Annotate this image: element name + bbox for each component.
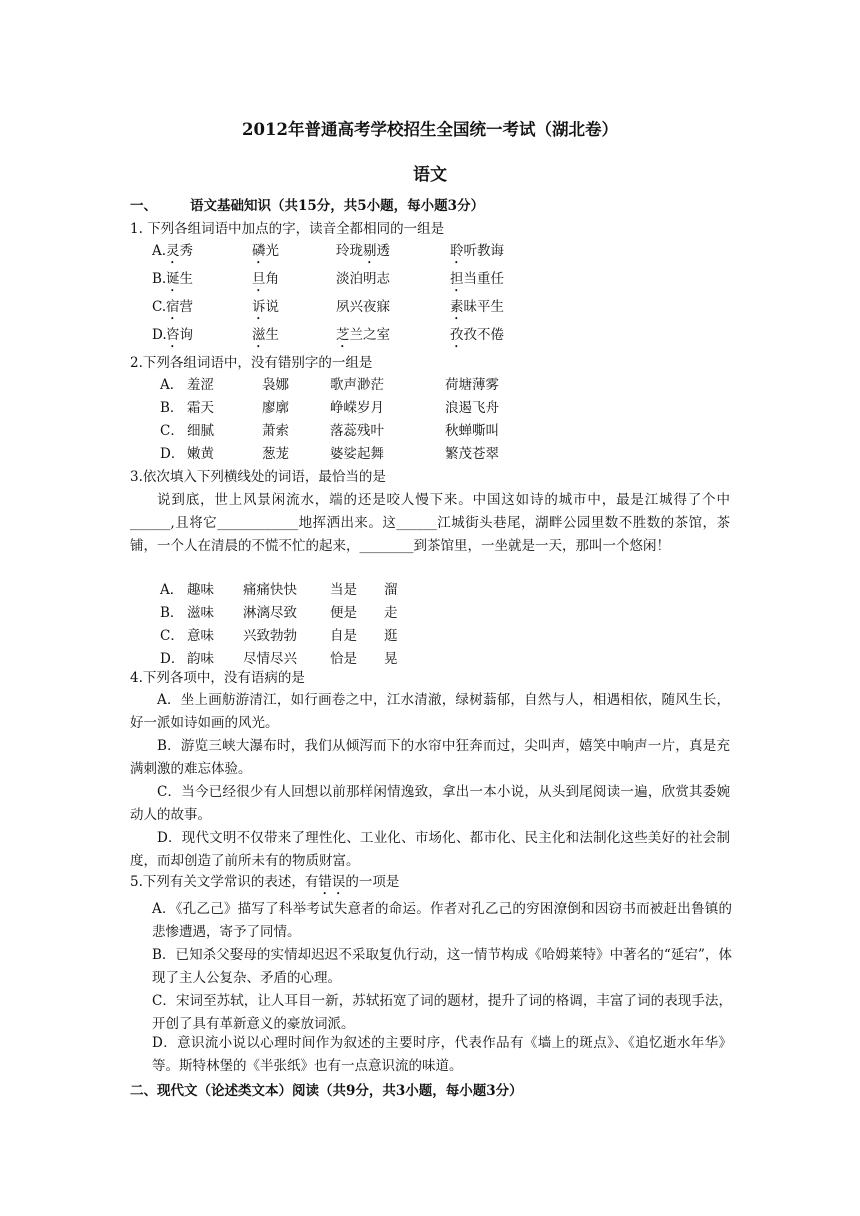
q4-option-a: A．坐上画舫游清江，如行画卷之中，江水清澈，绿树蓊郁，自然与人，相遇相依，随风生长，好一派如诗如画的风光。 [130,692,730,731]
dotted-char: 孜 [450,327,464,343]
dotted-char: 咨 [166,327,180,343]
dotted-char: 灵 [166,243,180,259]
dotted-char: 宿 [166,299,180,315]
q1-option-label: B. [152,271,167,287]
q5-stem: 5.下列有关文学常识的表述，有错误的一项是 [130,874,400,890]
q4-option-d: D．现代文明不仅带来了理性化、工业化、市场化、都市化、民主化和法制化这些美好的社会制度，而却创造了前所未有的物质财富。 [130,830,730,869]
dotted-char: 剔 [363,243,377,259]
section2-heading: 二、现代文（论述类文本）阅读（共9分，共3小题，每小题3分） [130,1083,523,1099]
dotted-char: 诉 [252,299,266,315]
dotted-char: 旦 [252,271,266,287]
q5-option-b: B．已知杀父娶母的实情却迟迟不采取复仇行动，这一情节构成《哈姆莱特》中著名的“延宕”，体现了主人公复杂、矛盾的心理。 [152,947,732,986]
q2-stem: 2.下列各组词语中，没有错别字的一组是 [130,355,373,371]
q3-stem: 3.依次填入下列横线处的词语，最恰当的是 [130,469,386,485]
q4-option-b: B．游览三峡大瀑布时，我们从倾泻而下的水帘中狂奔而过，尖叫声，嬉笑中响声一片，真是充满刺激的难忘体验。 [130,738,730,777]
section1-number: 一、 [130,198,157,214]
dotted-emphasis: 错误 [318,874,346,890]
section1-heading: 语文基础知识（共15分，共5小题，每小题3分） [190,198,485,214]
q1-option-label: D. [152,327,167,343]
dotted-char: 担 [450,271,464,287]
subject-title: 语文 [413,165,447,185]
dotted-char: 磷 [252,243,266,259]
exam-title: 2012年普通高考学校招生全国统一考试（湖北卷） [242,120,618,139]
q4-stem: 4.下列各项中，没有语病的是 [130,670,305,686]
dotted-char: 芝 [336,327,350,343]
q4-option-c: C．当今已经很少有人回想以前那样闲情逸致，拿出一本小说，从头到尾阅读一遍，欣赏其委婉动人的故事。 [130,784,730,823]
dotted-char: 滋 [252,327,266,343]
dotted-char: 诞 [166,271,180,287]
dotted-char: 素 [450,299,464,315]
q5-option-c: C．宋词至苏轼，让人耳目一新，苏轼拓宽了词的题材，提升了词的格调，丰富了词的表现手法，开创了具有革新意义的豪放词派。 [152,993,732,1032]
q1-stem: 1. 下列各组词语中加点的字，读音全都相同的一组是 [130,221,445,237]
q5-option-d: D．意识流小说以心理时间作为叙述的主要时序，代表作品有《墙上的斑点》、《追忆逝水年华》等。斯特林堡的《半张纸》也有一点意识流的味道。 [152,1035,732,1074]
q3-passage: 说到底，世上风景闲流水，端的还是咬人慢下来。中国这如诗的城市中，最是江城得了个中______,且将它____________地挥洒出来。这______江城街头巷尾，湖畔公园里数不胜数的茶馆，茶铺，一个人在清晨的不慌不忙的起来，________到茶馆里，一坐就是一天，那叫一个悠闲！ [130,492,730,554]
q1-option-label: A. [152,243,167,259]
q5-option-a: A．《孔乙己》描写了科举考试失意者的命运。作者对孔乙己的穷困潦倒和因窃书而被赶出鲁镇的悲惨遭遇，寄予了同情。 [152,901,732,940]
dotted-char: 聆 [450,243,464,259]
q1-option-label: C. [152,299,167,315]
exam-page: 2012年普通高考学校招生全国统一考试（湖北卷） 语文 一、 语文基础知识（共15分，共5小题，每小题3分） 1. 下列各组词语中加点的字，读音全都相同的一组是 A. 灵秀 磷光 玲珑剔透 聆听教诲 B. 诞生 旦角 淡泊明志 担当重任 C. 宿营 诉说 夙兴夜寐 素昧平生 D. 咨询 滋生 芝兰之室 孜孜不倦 2.下列各组词语中，没有错别字的一组是 A． 羞涩 袅娜 歌声渺茫 荷塘薄雾 B． 霜天 廖廓 峥嵘岁月 浪遏飞舟 C． 细腻 萧索 落蕊残叶 秋蝉嘶叫 D． 嫩黄 葱茏 婆娑起舞 繁茂苍翠 3.依次填入下列横线处的词语，最恰当的是 说到底，世上风景闲流水，端的还是咬人慢下来。中国这如诗的城市中，最是江城得了个中______,且将它____________地挥洒出来。这______江城街头巷尾，湖畔公园里数不胜数的茶馆，茶铺，一个人在清晨的不慌不忙的起来，________到茶馆里，一坐就是一天，那叫一个悠闲！ A． 趣味 痛痛快快 当是 溜 B． 滋味 淋漓尽致 便是 走 C． 意味 兴致勃勃 自是 逛 D． 韵味 尽情尽兴 恰是 晃 4.下列各项中，没有语病的是 A．坐上画舫游清江，如行画卷之中，江水清澈，绿树蓊郁，自然与人，相遇相依，随风生长，好一派如诗如画的风光。 B．游览三峡大瀑布时，我们从倾泻而下的水帘中狂奔而过，尖叫声，嬉笑中响声一片，真是充满刺激的难忘体验。 C．当今已经很少有人回想以前那样闲情逸致，拿出一本小说，从头到尾阅读一遍，欣赏其委婉动人的故事。 D．现代文明不仅带来了理性化、工业化、市场化、都市化、民主化和法制化这些美好的社会制度，而却创造了前所未有的物质财富。 5.下列有关文学常识的表述，有错误的一项是 A．《孔乙己》描写了科举考试失意者的命运。作者对孔乙己的穷困潦倒和因窃书而被赶出鲁镇的悲惨遭遇，寄予了同情。 B．已知杀父娶母的实情却迟迟不采取复仇行动，这一情节构成《哈姆莱特》中著名的“延宕”，体现了主人公复杂、矛盾的心理。 C．宋词至苏轼，让人耳目一新，苏轼拓宽了词的题材，提升了词的格调，丰富了词的表现手法，开创了具有革新意义的豪放词派。 D．意识流小说以心理时间作为叙述的主要时序，代表作品有《墙上的斑点》、《追忆逝水年华》等。斯特林堡的《半张纸》也有一点意识流的味道。 二、现代文（论述类文本）阅读（共9分，共3小题，每小题3分） [0,0,860,1216]
